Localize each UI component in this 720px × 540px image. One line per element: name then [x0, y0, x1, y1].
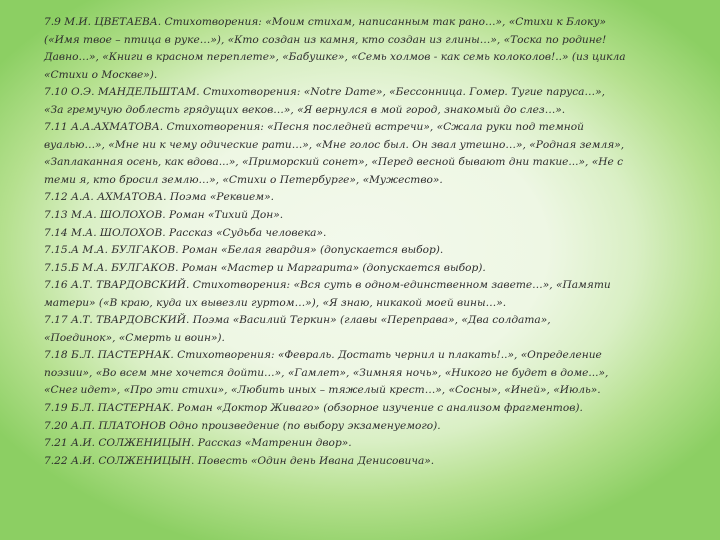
- text-line: 7.13 М.А. ШОЛОХОВ. Роман «Тихий Дон».: [44, 209, 284, 222]
- text-line: 7.22 А.И. СОЛЖЕНИЦЫН. Повесть «Один день Ивана Денисовича».: [44, 454, 435, 467]
- text-line: 7.15.Б М.А. БУЛГАКОВ. Роман «Мастер и Маргарита» (допускается выбор).: [44, 261, 486, 274]
- text-line: Давно…», «Книги в красном переплете», «Бабушке», «Семь холмов - как семь колоколов!..» (из цикла: [44, 51, 626, 64]
- text-line: («Имя твое – птица в руке…»), «Кто создан из камня, кто создан из глины…», «Тоска по родине!: [44, 33, 607, 46]
- text-line: «Стихи о Москве»).: [44, 68, 158, 81]
- text-line: 7.21 А.И. СОЛЖЕНИЦЫН. Рассказ «Матренин двор».: [44, 437, 352, 450]
- text-line: 7.9 М.И. ЦВЕТАЕВА. Стихотворения: «Моим стихам, написанным так рано…», «Стихи к Блоку»: [44, 16, 606, 28]
- text-line: 7.17 А.Т. ТВАРДОВСКИЙ. Поэма «Василий Теркин» (главы «Переправа», «Два солдата»,: [44, 314, 551, 327]
- text-line: 7.20 А.П. ПЛАТОНОВ Одно произведение (по выбору экзаменуемого).: [44, 419, 441, 432]
- text-line: теми я, кто бросил землю…», «Стихи о Петербурге», «Мужество».: [44, 173, 443, 186]
- text-line: «Поединок», «Смерть и воин»).: [44, 331, 225, 344]
- text-line: поэзии», «Во всем мне хочется дойти…», «Гамлет», «Зимняя ночь», «Никого не будет в доме...»,: [44, 366, 609, 379]
- text-line: вуалью…», «Мне ни к чему одические рати…», «Мне голос был. Он звал утешно…», «Родная земля»,: [44, 138, 625, 151]
- text-line: «Снег идет», «Про эти стихи», «Любить иных – тяжелый крест…», «Сосны», «Иней», «Июль».: [44, 384, 601, 397]
- text-line: «Заплаканная осень, как вдова...», «Приморский сонет», «Перед весной бывают дни такие...», «Не с: [44, 156, 624, 169]
- text-line: матери» («В краю, куда их вывезли гуртом…»), «Я знаю, никакой моей вины…».: [44, 296, 507, 309]
- text-line: 7.15.А М.А. БУЛГАКОВ. Роман «Белая гвардия» (допускается выбор).: [44, 244, 444, 257]
- text-line: 7.16 А.Т. ТВАРДОВСКИЙ. Стихотворения: «Вся суть в одном-единственном завете…», «Памяти: [44, 279, 611, 292]
- text-line: 7.14 М.А. ШОЛОХОВ. Рассказ «Судьба человека».: [44, 226, 327, 239]
- text-line: 7.11 А.А.АХМАТОВА. Стихотворения: «Песня последней встречи», «Сжала руки под темной: [44, 121, 584, 134]
- text-line: 7.18 Б.Л. ПАСТЕРНАК. Стихотворения: «Февраль. Достать чернил и плакать!..», «Определение: [44, 349, 602, 362]
- text-line: 7.19 Б.Л. ПАСТЕРНАК. Роман «Доктор Живаго» (обзорное изучение с анализом фрагментов).: [44, 402, 583, 415]
- text-line: 7.10 О.Э. МАНДЕЛЬШТАМ. Стихотворения: «Notre Dame», «Бессонница. Гомер. Тугие паруса…»,: [44, 86, 605, 99]
- literature-list: [44, 14, 680, 470]
- text-line: «За гремучую доблесть грядущих веков…», «Я вернулся в мой город, знакомый до слез…».: [44, 103, 566, 116]
- text-line: 7.12 А.А. АХМАТОВА. Поэма «Реквием».: [44, 191, 274, 204]
